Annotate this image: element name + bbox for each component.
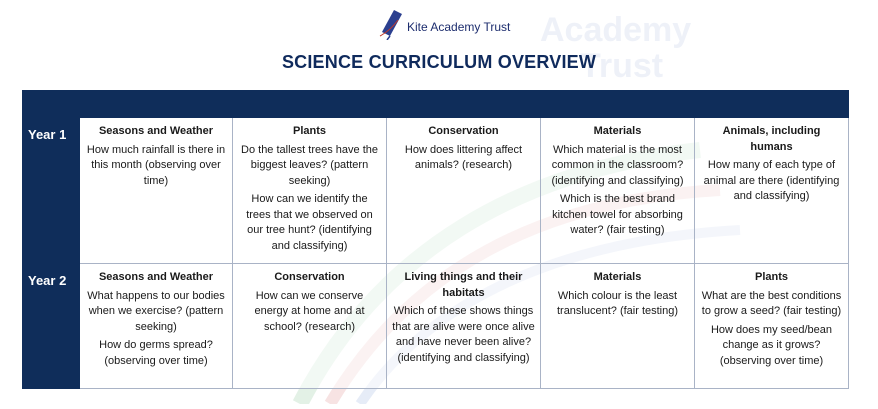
year-label: Year 2: [22, 264, 80, 389]
topic-heading: Materials: [593, 271, 642, 283]
watermark-text-1: Academy: [540, 11, 692, 49]
enquiry-question: How can we identify the trees that we observed on our tree hunt? (identifying and classifying): [246, 193, 373, 252]
enquiry-question: How many of each type of animal are there (identifying and classifying): [703, 159, 840, 202]
enquiry-question: Which of these shows things that are alive were once alive and have never been alive? (identifying and classifying): [392, 305, 535, 364]
curriculum-cell: [695, 118, 849, 264]
enquiry-question: How much rainfall is there in this month (observing over time): [86, 143, 226, 187]
topic-heading: Living things and their habitats: [404, 271, 523, 299]
logo-text: Kite Academy Trust: [407, 20, 511, 34]
page-title: SCIENCE CURRICULUM OVERVIEW: [281, 52, 597, 72]
enquiry-question: Which is the best brand kitchen towel for absorbing water? (fair testing): [552, 193, 683, 236]
curriculum-cell: [233, 118, 387, 264]
topic-heading: Conservation: [428, 125, 499, 137]
enquiry-question: How does littering affect animals? (research): [404, 143, 523, 171]
enquiry-question: What are the best conditions to grow a seed? (fair testing): [701, 289, 842, 317]
topic-heading: Seasons and Weather: [98, 271, 214, 283]
topic-heading: Plants: [292, 125, 326, 137]
enquiry-question: How can we conserve energy at home and at school? (research): [254, 289, 365, 333]
curriculum-cell: [541, 264, 695, 389]
topic-heading: Plants: [754, 271, 788, 283]
enquiry-question: Which colour is the least translucent? (fair testing): [556, 289, 679, 317]
topic-heading: Conservation: [274, 271, 345, 283]
curriculum-cell: [387, 264, 541, 389]
enquiry-question: What happens to our bodies when we exercise? (pattern seeking): [87, 289, 225, 333]
enquiry-question: How does my seed/bean change as it grows? (observing over time): [710, 323, 833, 367]
enquiry-question: How do germs spread? (observing over time): [99, 339, 213, 367]
topic-heading: Seasons and Weather: [98, 125, 214, 137]
topic-heading: Animals, including humans: [722, 125, 821, 153]
curriculum-cell: [233, 264, 387, 389]
table-header-bar: [22, 90, 849, 118]
logo: [378, 3, 510, 43]
curriculum-cell: [80, 264, 233, 389]
topic-heading: Materials: [593, 125, 642, 137]
curriculum-cell: [541, 118, 695, 264]
year-label: Year 1: [22, 118, 80, 264]
watermark-text-2: Trust: [580, 47, 664, 85]
curriculum-cell: [80, 118, 233, 264]
curriculum-cell: [695, 264, 849, 389]
curriculum-cell: [387, 118, 541, 264]
enquiry-question: Do the tallest trees have the biggest leaves? (pattern seeking): [241, 143, 378, 187]
kite-logo-icon: [378, 6, 404, 40]
enquiry-question: Which material is the most common in the classroom? (identifying and classifying): [551, 143, 684, 187]
